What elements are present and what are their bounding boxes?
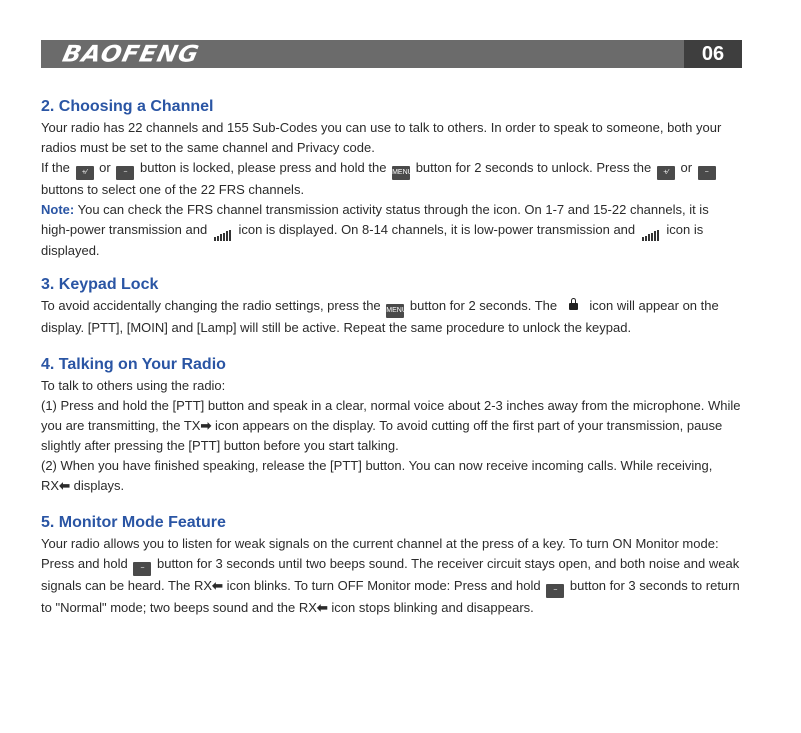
section-title: 3. Keypad Lock xyxy=(41,276,159,293)
section-title: 4. Talking on Your Radio xyxy=(41,356,226,373)
page-header xyxy=(41,40,742,68)
minus-button-icon: − xyxy=(116,166,134,180)
paragraph: To avoid accidentally changing the radio settings, press the MENU button for 2 seconds. The icon will appear on the display. [PTT], [MOIN] and [Lamp] will still be active. Repeat the same procedure to unlock the keypad. xyxy=(41,298,719,335)
minus-button-icon: − xyxy=(698,166,716,180)
signal-strength-icon xyxy=(214,221,232,241)
header-bar xyxy=(41,40,684,68)
lock-icon xyxy=(569,303,578,310)
page-number: 06 xyxy=(684,40,742,68)
paragraph: Your radio has 22 channels and 155 Sub-Codes you can use to talk to others. In order to speak to someone, both your radios must be set to the same channel and Privacy code. xyxy=(41,120,722,155)
plus-button-icon: +⁄ xyxy=(657,166,675,180)
rx-arrow-icon: ⬅ xyxy=(212,578,223,593)
note-paragraph: Note: You can check the FRS channel transmission activity status through the icon. On 1-7 and 15-22 channels, it is high-power transmission and icon is displayed. On 8-14 channels, it is low-power transmission and icon is displayed. xyxy=(41,202,709,258)
rx-arrow-icon: ⬅ xyxy=(316,600,328,615)
section-talking xyxy=(41,354,741,496)
section-keypad-lock xyxy=(41,274,741,338)
minus-button-icon: − xyxy=(546,584,564,598)
note-label: Note: xyxy=(41,202,75,217)
plus-button-icon: +⁄ xyxy=(76,166,94,180)
signal-strength-icon xyxy=(642,221,660,241)
menu-button-icon: MENU xyxy=(386,304,404,318)
minus-button-icon: − xyxy=(133,562,151,576)
rx-arrow-icon: ⬅ xyxy=(59,478,70,493)
section-title: 5. Monitor Mode Feature xyxy=(41,514,226,531)
paragraph: To talk to others using the radio: xyxy=(41,378,226,393)
paragraph: If the +⁄ or − button is locked, please press and hold the MENU button for 2 seconds to unlock. Press the +⁄ or − buttons to select one of the 22 FRS channels. xyxy=(41,158,741,200)
tx-arrow-icon: ➡ xyxy=(200,418,212,433)
brand-logo: BAOFENG xyxy=(60,40,202,68)
section-monitor-mode xyxy=(41,512,741,618)
menu-button-icon: MENU xyxy=(392,166,410,180)
paragraph: (1) Press and hold the [PTT] button and speak in a clear, normal voice about 2-3 inches away from the microphone. While you are transmitting, the TX➡ icon appears on the display. To avoid cutting off the first part of your transmission, pause slightly after pressing the [PTT] button before you start talking. xyxy=(41,398,741,453)
section-title: 2. Choosing a Channel xyxy=(41,98,214,115)
section-choosing-channel xyxy=(41,96,741,261)
paragraph: (2) When you have finished speaking, release the [PTT] button. You can now receive incoming calls. While receiving, RX⬅ displays. xyxy=(41,458,713,493)
paragraph: Your radio allows you to listen for weak signals on the current channel at the press of a key. To turn ON Monitor mode: Press and hold − button for 3 seconds until two beeps sound. The receiver circuit stays open, and both noise and weak signals can be heard. The RX⬅ icon blinks. To turn OFF Monitor mode: Press and hold − button for 3 seconds to return to "Normal" mode; two beeps sound and the RX⬅ icon stops blinking and disappears. xyxy=(41,536,740,615)
